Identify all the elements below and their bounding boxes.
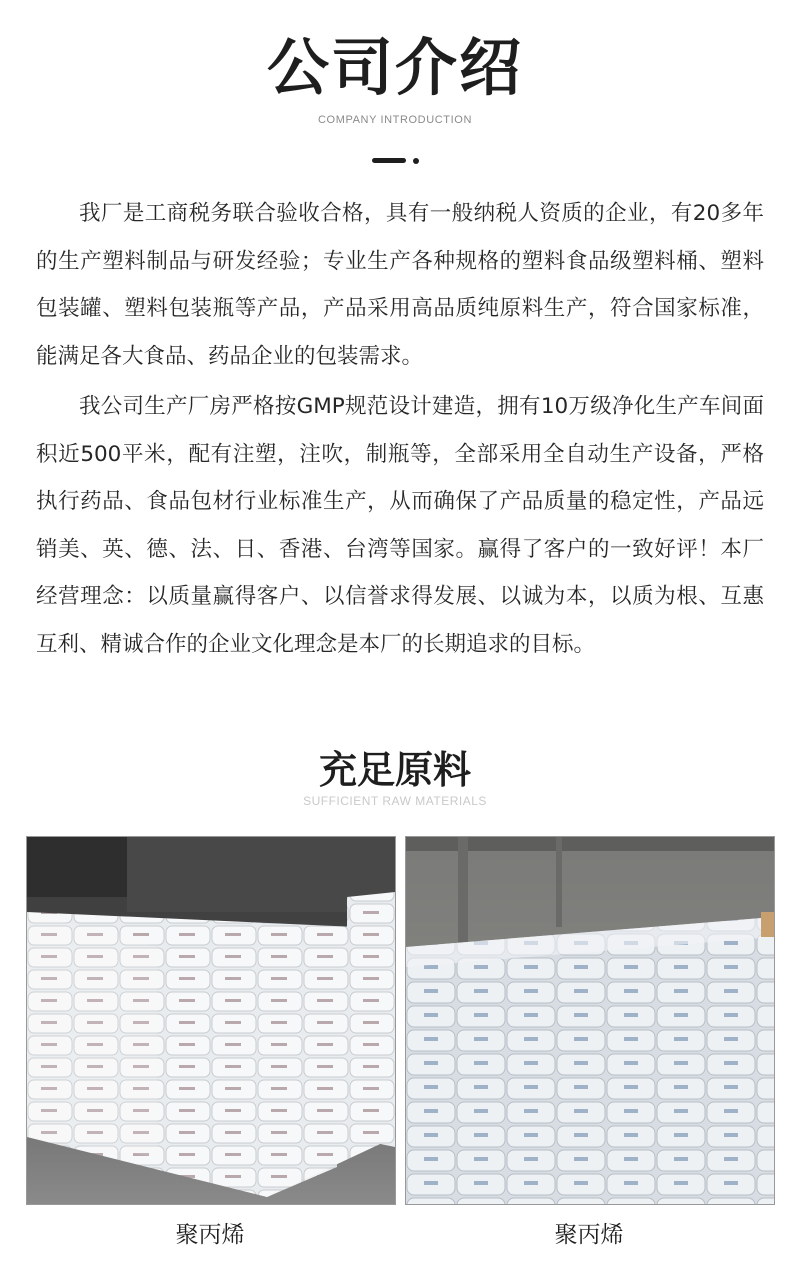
intro-subtitle: COMPANY INTRODUCTION bbox=[318, 114, 472, 126]
material-caption-2: 聚丙烯 bbox=[554, 1222, 624, 1248]
material-photo-2 bbox=[405, 836, 775, 1205]
materials-subtitle: SUFFICIENT RAW MATERIALS bbox=[303, 794, 487, 808]
intro-paragraph-1: 我厂是工商税务联合验收合格，具有一般纳税人资质的企业，有20多年的生产塑料制品与研发经验；专业生产各种规格的塑料食品级塑料桶、塑料包装罐、塑料包装瓶等产品，产品采用高品质纯原料生产，符合国家标准，能满足各大食品、药品企业的包装需求。 bbox=[36, 201, 764, 369]
divider-bar bbox=[372, 158, 406, 163]
intro-title: 公司介绍 bbox=[266, 31, 523, 104]
warehouse-bags-image bbox=[406, 837, 774, 1204]
divider-dot bbox=[413, 158, 419, 164]
material-caption-1: 聚丙烯 bbox=[175, 1222, 245, 1248]
material-photo-1 bbox=[26, 836, 396, 1205]
materials-title: 充足原料 bbox=[318, 748, 471, 792]
title-divider bbox=[372, 158, 422, 164]
warehouse-bags-image bbox=[27, 837, 395, 1204]
intro-paragraph-2: 我公司生产厂房严格按GMP规范设计建造，拥有10万级净化生产车间面积近500平米，配有注塑，注吹，制瓶等，全部采用全自动生产设备，严格执行药品、食品包材行业标准生产，从而确保了产品质量的稳定性，产品远销美、英、德、法、日、香港、台湾等国家。赢得了客户的一致好评！本厂经营理念：以质量赢得客户、以信誉求得发展、以诚为本，以质为根、互惠互利、精诚合作的企业文化理念是本厂的长期追求的目标。 bbox=[36, 394, 764, 657]
